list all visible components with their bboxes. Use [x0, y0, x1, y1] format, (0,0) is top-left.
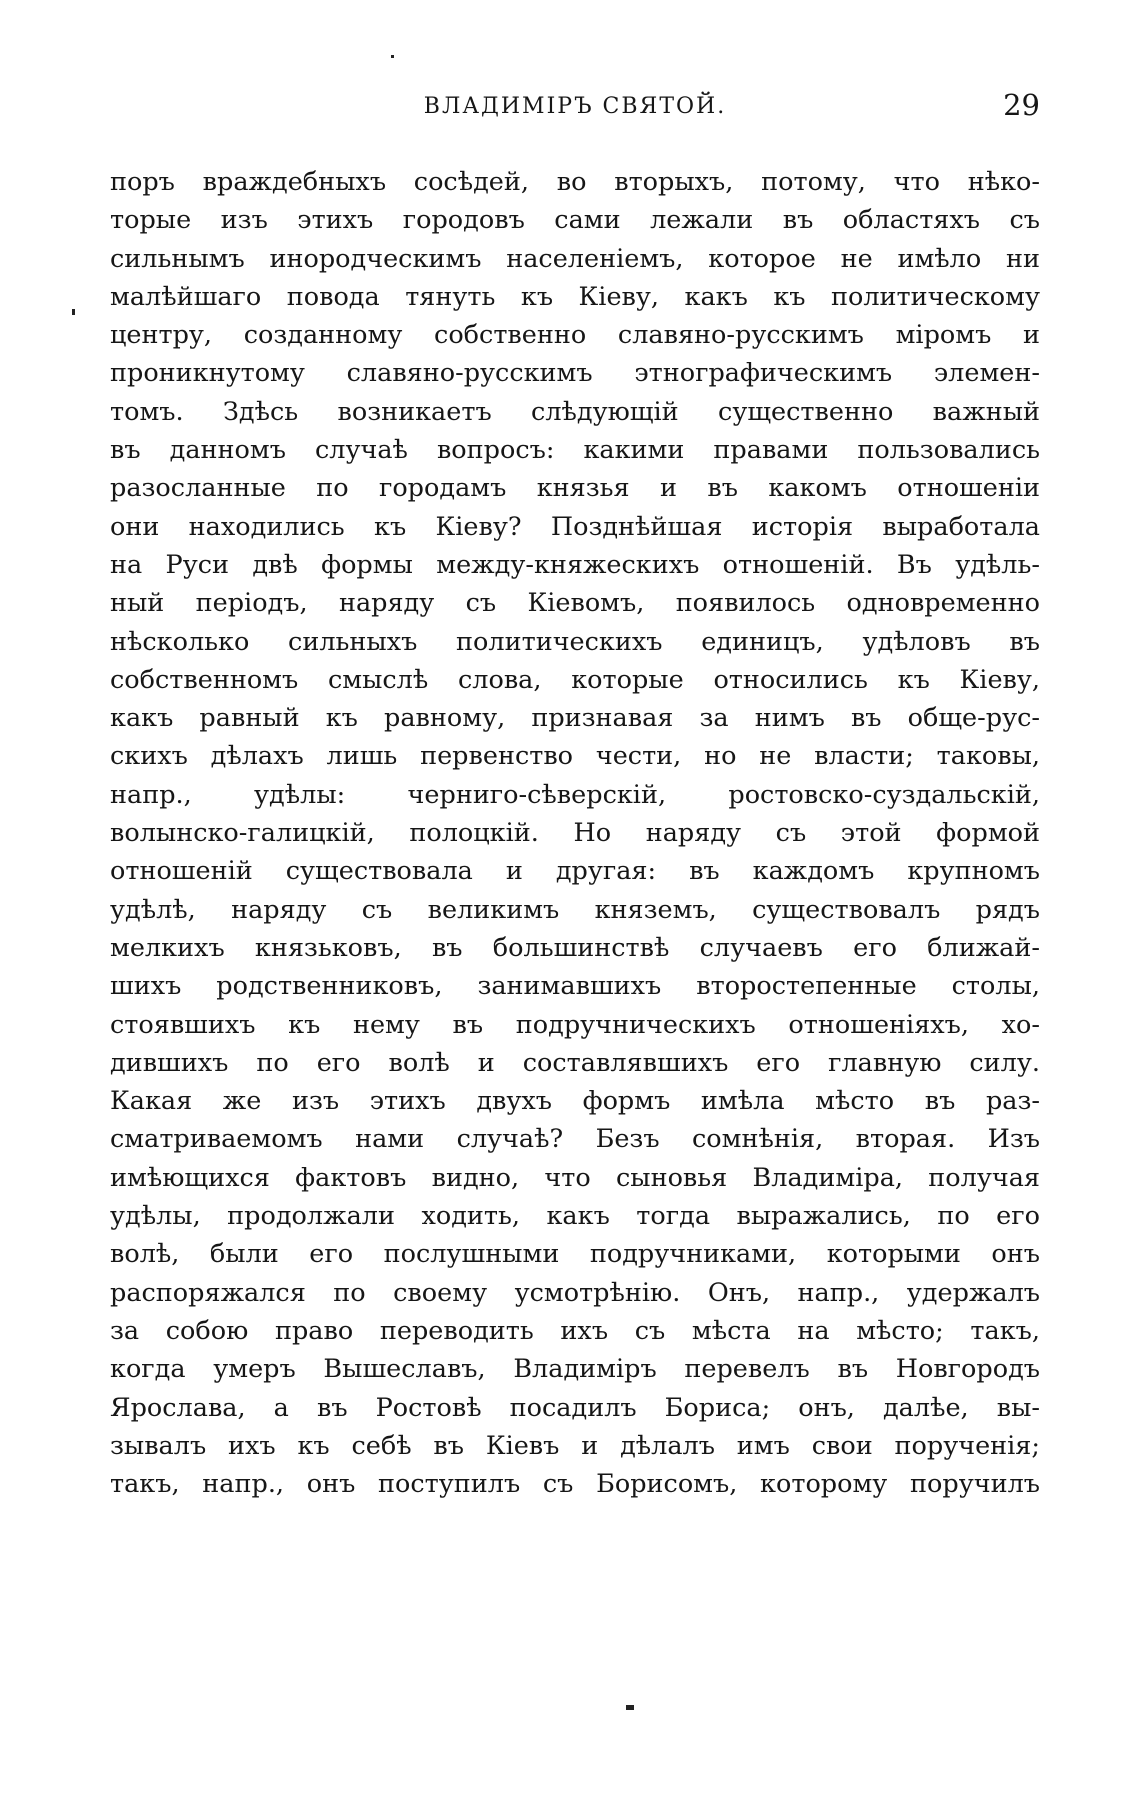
text-line: напр., удѣлы: черниго-сѣверскій, ростовско-суздальскій,	[110, 779, 1040, 810]
text-line: на Руси двѣ формы между-княжескихъ отношеній. Въ удѣль-	[110, 549, 1040, 580]
text-line: проникнутому славяно-русскимъ этнографическимъ элемен-	[110, 358, 1040, 389]
page-number: 29	[1003, 88, 1040, 122]
text-line: зывалъ ихъ къ себѣ въ Кіевъ и дѣлалъ имъ свои порученія;	[110, 1430, 1040, 1461]
text-line: распоряжался по своему усмотрѣнію. Онъ, напр., удержалъ	[110, 1277, 1040, 1308]
text-line: за собою право переводить ихъ съ мѣста на мѣсто; такъ,	[110, 1315, 1040, 1346]
text-line: удѣлѣ, наряду съ великимъ княземъ, существовалъ рядъ	[110, 894, 1040, 925]
body-text	[110, 163, 1040, 1503]
text-line: Какая же изъ этихъ двухъ формъ имѣла мѣсто въ раз-	[110, 1086, 1040, 1117]
text-line: малѣйшаго повода тянуть къ Кіеву, какъ къ политическому	[110, 281, 1040, 312]
text-line: скихъ дѣлахъ лишь первенство чести, но не власти; таковы,	[110, 741, 1040, 772]
running-title: ВЛАДИМІРЪ СВЯТОЙ.	[423, 94, 727, 119]
text-line: дившихъ по его волѣ и составлявшихъ его главную силу.	[110, 1047, 1040, 1078]
ink-speck	[72, 309, 75, 315]
text-line: такъ, напр., онъ поступилъ съ Борисомъ, которому поручилъ	[110, 1469, 1040, 1500]
ink-speck	[626, 1705, 634, 1710]
text-line: они находились къ Кіеву? Позднѣйшая исторія выработала	[110, 511, 1040, 542]
text-line: волынско-галицкій, полоцкій. Но наряду съ этой формой	[110, 818, 1040, 849]
text-line: удѣлы, продолжали ходить, какъ тогда выражались, по его	[110, 1201, 1040, 1232]
text-line: центру, созданному собственно славяно-русскимъ міромъ и	[110, 320, 1040, 351]
text-line: ный періодъ, наряду съ Кіевомъ, появилось одновременно	[110, 588, 1040, 619]
text-line: стоявшихъ къ нему въ подручническихъ отношеніяхъ, хо-	[110, 1009, 1040, 1040]
text-line: собственномъ смыслѣ слова, которые относились къ Кіеву,	[110, 664, 1040, 695]
text-line: сильнымъ инородческимъ населеніемъ, которое не имѣло ни	[110, 243, 1040, 274]
text-line: шихъ родственниковъ, занимавшихъ второстепенные столы,	[110, 971, 1040, 1002]
text-line: какъ равный къ равному, признавая за нимъ въ обще-рус-	[110, 703, 1040, 734]
text-line: нѣсколько сильныхъ политическихъ единицъ, удѣловъ въ	[110, 626, 1040, 657]
ink-speck	[391, 55, 394, 58]
text-line: отношеній существовала и другая: въ каждомъ крупномъ	[110, 856, 1040, 887]
text-line: Ярослава, а въ Ростовѣ посадилъ Бориса; онъ, далѣе, вы-	[110, 1392, 1040, 1423]
text-line: мелкихъ князьковъ, въ большинствѣ случаевъ его ближай-	[110, 932, 1040, 963]
text-line: имѣющихся фактовъ видно, что сыновья Владиміра, получая	[110, 1162, 1040, 1193]
text-line: разосланные по городамъ князья и въ какомъ отношеніи	[110, 473, 1040, 504]
running-head	[110, 88, 1040, 128]
text-line: сматриваемомъ нами случаѣ? Безъ сомнѣнія, вторая. Изъ	[110, 1124, 1040, 1155]
text-line: въ данномъ случаѣ вопросъ: какими правами пользовались	[110, 435, 1040, 466]
text-line: волѣ, были его послушными подручниками, которыми онъ	[110, 1239, 1040, 1270]
text-line: когда умеръ Вышеславъ, Владиміръ перевелъ въ Новгородъ	[110, 1354, 1040, 1385]
text-line: торые изъ этихъ городовъ сами лежали въ областяхъ съ	[110, 205, 1040, 236]
text-line: томъ. Здѣсь возникаетъ слѣдующій существенно важный	[110, 396, 1040, 427]
text-line: поръ враждебныхъ сосѣдей, во вторыхъ, потому, что нѣко-	[110, 167, 1040, 197]
